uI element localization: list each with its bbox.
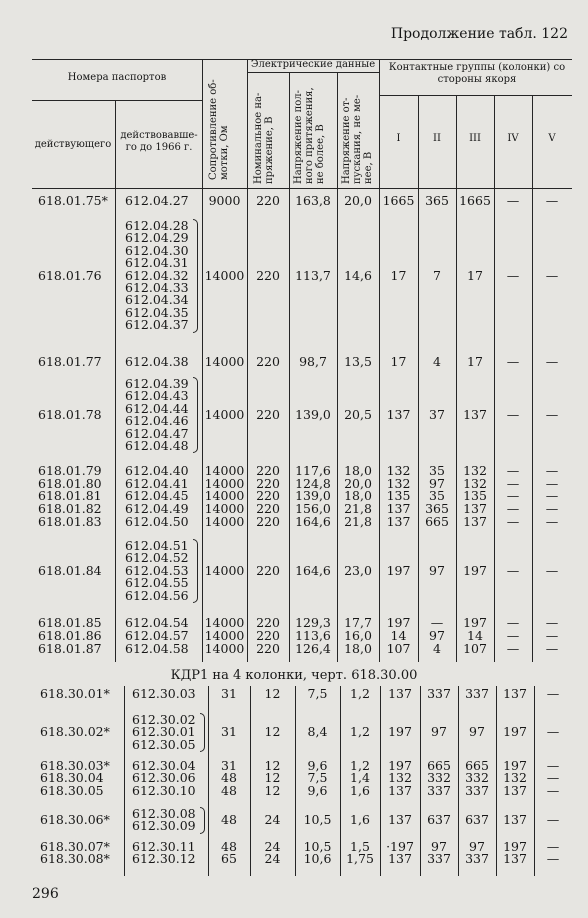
pickup-voltage-cell: 156,0 [295, 501, 331, 516]
contact-group-cell: 1665 [382, 193, 415, 208]
contact-group-cell: 132 [388, 770, 412, 785]
contact-group-cell: — [506, 463, 520, 478]
old-passport-number: 612.04.29 [125, 230, 189, 246]
current-passport-number: 618.01.81 [38, 488, 102, 503]
nominal-voltage-cell: 220 [256, 514, 280, 529]
contact-group-cell: — [545, 641, 559, 656]
pickup-voltage-cell: 117,6 [295, 463, 331, 478]
old-passport-number: 612.04.35 [125, 304, 189, 320]
current-passport-number: 618.30.02* [40, 724, 110, 740]
nominal-voltage-cell: 220 [256, 562, 280, 578]
nominal-voltage-cell: 220 [256, 193, 280, 208]
current-passport-number: 618.30.01* [40, 686, 110, 701]
old-passport-number: 612.04.58 [125, 641, 189, 656]
nominal-voltage-cell: 12 [264, 770, 281, 785]
current-passport-number: 618.30.05 [40, 783, 104, 798]
coil-resistance-cell: 14000 [204, 476, 245, 491]
release-voltage-cell: 1,2 [350, 758, 370, 773]
current-passport-number: 618.01.85 [38, 615, 102, 630]
contact-group-cell: — [545, 562, 559, 578]
coil-resistance-cell: 48 [221, 770, 237, 785]
contact-group-cell: 197 [386, 562, 411, 578]
nominal-voltage-cell: 220 [256, 476, 280, 491]
old-passport-number: 612.04.47 [125, 425, 189, 441]
old-passport-number: 612.04.57 [125, 628, 189, 643]
contact-group-cell: — [506, 514, 520, 529]
current-passport-number: 618.01.75* [38, 193, 108, 208]
current-passport-number: 618.01.82 [38, 501, 102, 516]
nominal-voltage-cell: 12 [264, 758, 281, 773]
contact-group-cell: 365 [425, 193, 449, 208]
old-passport-number: 612.04.31 [125, 255, 189, 271]
nominal-voltage-cell: 220 [256, 501, 280, 516]
current-passport-number: 618.01.77 [38, 354, 102, 369]
old-passport-number: 612.30.12 [132, 851, 196, 866]
contact-group-cell: 365 [425, 501, 449, 516]
contact-group-cell: — [546, 686, 560, 701]
release-voltage-cell: 21,8 [344, 501, 372, 516]
contact-group-cell: 137 [388, 686, 412, 701]
header-coil-resistance: Сопротивление об-мотки, Ом [208, 79, 230, 180]
old-passport-number: 612.30.05 [132, 736, 196, 752]
pickup-voltage-cell: 98,7 [299, 354, 327, 369]
pickup-voltage-cell: 9,6 [307, 783, 328, 798]
pickup-voltage-cell: 164,6 [295, 514, 331, 529]
old-passport-number: 612.30.10 [132, 783, 196, 798]
contact-group-cell: 665 [425, 514, 449, 529]
header-valid-until: действовавше-го до 1966 г. [120, 130, 198, 153]
coil-resistance-cell: 14000 [204, 641, 245, 656]
old-passport-number: 612.04.48 [125, 438, 189, 453]
contact-group-cell: 97 [429, 476, 445, 491]
contact-group-cell: 337 [427, 686, 451, 701]
coil-resistance-cell: 48 [221, 839, 237, 854]
nominal-voltage-cell: 220 [256, 267, 280, 283]
pickup-voltage-cell: 10,5 [303, 812, 332, 828]
contact-group-cell: 135 [386, 488, 411, 503]
contact-group-cell: 7 [433, 267, 441, 283]
contact-group-cell: 4 [433, 641, 441, 656]
contact-group-cell: 137 [388, 812, 412, 828]
contact-group-cell: — [506, 354, 520, 369]
contact-group-cell: 17 [467, 354, 483, 369]
pickup-voltage-cell: 10,5 [303, 839, 332, 854]
brace [200, 713, 205, 752]
old-passport-number: 612.30.09 [132, 818, 196, 834]
nominal-voltage-cell: 220 [256, 628, 280, 643]
contact-group-cell: 137 [503, 783, 527, 798]
contact-group-cell: — [545, 488, 559, 503]
pickup-voltage-cell: 113,7 [295, 267, 331, 283]
old-passport-number: 612.04.30 [125, 242, 189, 258]
contact-group-cell: 37 [429, 407, 445, 422]
contact-group-cell: 97 [469, 839, 485, 854]
contact-group-cell: — [545, 463, 559, 478]
release-voltage-cell: 16,0 [344, 628, 372, 643]
contact-group-cell: — [545, 267, 559, 283]
old-passport-number: 612.04.44 [125, 400, 189, 416]
release-voltage-cell: 1,5 [350, 839, 370, 854]
contact-group-cell: 337 [465, 783, 489, 798]
coil-resistance-cell: 14000 [204, 615, 245, 630]
contact-group-cell: — [506, 628, 520, 643]
header-pickup-voltage: Напряжение пол-ного притяжения, не более, В [293, 87, 326, 184]
current-passport-number: 618.30.07* [40, 839, 110, 854]
coil-resistance-cell: 14000 [204, 562, 245, 578]
old-passport-number: 612.04.38 [125, 354, 189, 369]
contact-group-cell: — [506, 193, 520, 208]
contact-group-cell: 1665 [459, 193, 491, 208]
coil-resistance-cell: 14000 [204, 628, 245, 643]
contact-group-cell: — [545, 407, 559, 422]
contact-group-cell: 337 [427, 851, 451, 866]
contact-group-cell: 197 [503, 724, 527, 740]
old-passport-number: 612.30.03 [132, 686, 196, 701]
coil-resistance-cell: 14000 [204, 267, 245, 283]
pickup-voltage-cell: 7,5 [307, 770, 328, 785]
pickup-voltage-cell: 124,8 [295, 476, 331, 491]
contact-group-cell: 337 [465, 686, 489, 701]
old-passport-number: 612.30.08 [132, 806, 196, 821]
nominal-voltage-cell: 220 [256, 407, 280, 422]
old-passport-number: 612.30.02 [132, 712, 196, 727]
contact-group-cell: — [545, 476, 559, 491]
column-rule [115, 100, 116, 662]
header-current: действующего [34, 139, 112, 150]
coil-resistance-cell: 31 [221, 758, 237, 773]
pickup-voltage-cell: 129,3 [295, 615, 331, 630]
old-passport-number: 612.04.56 [125, 587, 189, 603]
contact-group-cell: — [546, 724, 560, 740]
contact-group-cell: 332 [427, 770, 451, 785]
old-passport-number: 612.04.43 [125, 388, 189, 404]
release-voltage-cell: 1,6 [350, 783, 370, 798]
current-passport-number: 618.01.80 [38, 476, 102, 491]
current-passport-number: 618.01.86 [38, 628, 102, 643]
contact-group-cell: 17 [467, 267, 483, 283]
contact-group-cell: — [506, 488, 520, 503]
contact-group-cell: 137 [388, 783, 412, 798]
coil-resistance-cell: 14000 [204, 488, 245, 503]
nominal-voltage-cell: 12 [264, 724, 281, 740]
coil-resistance-cell: 48 [221, 812, 237, 828]
contact-group-cell: 665 [427, 758, 451, 773]
pickup-voltage-cell: 164,6 [295, 562, 331, 578]
contact-group-cell: — [545, 501, 559, 516]
current-passport-number: 618.01.87 [38, 641, 102, 656]
release-voltage-cell: 23,0 [344, 562, 372, 578]
header-release-voltage: Напряжение от-пускания, не ме-нее, В [341, 94, 374, 184]
old-passport-number: 612.04.46 [125, 413, 189, 429]
contact-group-cell: 107 [463, 641, 487, 656]
contact-group-cell: 97 [431, 839, 447, 854]
contact-group-cell: 197 [388, 724, 412, 740]
contact-group-cell: 637 [427, 812, 451, 828]
current-passport-number: 618.01.78 [38, 407, 102, 422]
contact-group-cell: — [506, 562, 520, 578]
nominal-voltage-cell: 220 [256, 488, 280, 503]
contact-group-cell: 137 [503, 686, 527, 701]
contact-group-cell: — [506, 407, 520, 422]
contact-group-cell: 137 [503, 812, 527, 828]
release-voltage-cell: 18,0 [344, 488, 372, 503]
contact-group-cell: 137 [463, 514, 487, 529]
contact-group-cell: — [546, 758, 560, 773]
contact-group-cell: 97 [429, 562, 445, 578]
contact-group-cell: 137 [463, 501, 487, 516]
old-passport-number: 612.30.11 [132, 839, 196, 854]
nominal-voltage-cell: 12 [264, 783, 281, 798]
brace [193, 219, 198, 333]
contact-group-cell: 137 [463, 407, 487, 422]
contact-group-cell: 135 [463, 488, 487, 503]
release-voltage-cell: 1,2 [350, 686, 370, 701]
current-passport-number: 618.30.03* [40, 758, 110, 773]
old-passport-number: 612.04.49 [125, 501, 189, 516]
table-continuation-label: Продолжение табл. 122 [390, 26, 568, 42]
contact-group-cell: 97 [469, 724, 485, 740]
contact-group-cell: — [506, 641, 520, 656]
pickup-voltage-cell: 163,8 [295, 193, 331, 208]
release-voltage-cell: 14,6 [344, 267, 372, 283]
contact-group-cell: — [546, 783, 560, 798]
header-group-1: I [396, 133, 401, 144]
old-passport-number: 612.04.40 [125, 463, 189, 478]
old-passport-number: 612.04.41 [125, 476, 189, 491]
header-passport-numbers: Номера паспортов [67, 72, 167, 83]
nominal-voltage-cell: 24 [264, 839, 281, 854]
contact-group-cell: 197 [463, 562, 487, 578]
coil-resistance-cell: 9000 [208, 193, 241, 208]
contact-group-cell: 137 [388, 851, 412, 866]
contact-group-cell: — [546, 770, 560, 785]
contact-group-cell: 137 [386, 501, 411, 516]
contact-group-cell: — [506, 615, 520, 630]
contact-group-cell: 107 [386, 641, 411, 656]
contact-group-cell: — [545, 615, 559, 630]
contact-group-cell: — [545, 193, 559, 208]
old-passport-number: 612.04.28 [125, 218, 189, 233]
pickup-voltage-cell: 126,4 [295, 641, 331, 656]
current-passport-number: 618.01.83 [38, 514, 102, 529]
coil-resistance-cell: 65 [221, 851, 237, 866]
contact-group-cell: 137 [386, 407, 411, 422]
nominal-voltage-cell: 24 [264, 812, 281, 828]
contact-group-cell: 14 [467, 628, 483, 643]
contact-group-cell: ·197 [386, 839, 414, 854]
header-contact-groups: Контактные группы (колонки) со стороны якоря [388, 62, 566, 85]
nominal-voltage-cell: 220 [256, 463, 280, 478]
current-passport-number: 618.30.06* [40, 812, 110, 828]
release-voltage-cell: 20,0 [344, 193, 372, 208]
release-voltage-cell: 21,8 [344, 514, 372, 529]
old-passport-number: 612.04.53 [125, 562, 189, 578]
old-passport-number: 612.04.51 [125, 538, 189, 553]
nominal-voltage-cell: 220 [256, 354, 280, 369]
brace [193, 539, 198, 603]
contact-group-cell: 665 [465, 758, 489, 773]
old-passport-number: 612.30.01 [132, 724, 196, 740]
coil-resistance-cell: 31 [221, 686, 237, 701]
header-group-4: IV [507, 133, 519, 144]
contact-group-cell: — [430, 615, 444, 630]
release-voltage-cell: 17,7 [344, 615, 372, 630]
current-passport-number: 618.01.79 [38, 463, 102, 478]
coil-resistance-cell: 14000 [204, 354, 245, 369]
contact-group-cell: — [545, 514, 559, 529]
old-passport-number: 612.04.50 [125, 514, 189, 529]
header-group-2: II [433, 133, 441, 144]
current-passport-number: 618.01.76 [38, 267, 102, 283]
pickup-voltage-cell: 9,6 [307, 758, 328, 773]
contact-group-cell: 332 [465, 770, 489, 785]
nominal-voltage-cell: 12 [264, 686, 281, 701]
brace [200, 807, 205, 834]
contact-group-cell: 637 [465, 812, 489, 828]
current-passport-number: 618.30.08* [40, 851, 110, 866]
coil-resistance-cell: 14000 [204, 501, 245, 516]
coil-resistance-cell: 31 [221, 724, 237, 740]
contact-group-cell: 197 [463, 615, 487, 630]
contact-group-cell: — [546, 812, 560, 828]
contact-group-cell: 132 [463, 476, 487, 491]
release-voltage-cell: 1,6 [350, 812, 370, 828]
old-passport-number: 612.04.34 [125, 292, 189, 308]
pickup-voltage-cell: 139,0 [295, 407, 331, 422]
old-passport-number: 612.04.37 [125, 317, 189, 333]
coil-resistance-cell: 48 [221, 783, 237, 798]
contact-group-cell: 17 [390, 267, 407, 283]
pickup-voltage-cell: 139,0 [295, 488, 331, 503]
contact-group-cell: 132 [386, 463, 411, 478]
old-passport-number: 612.30.04 [132, 758, 196, 773]
release-voltage-cell: 1,75 [346, 851, 374, 866]
current-passport-number: 618.30.04 [40, 770, 104, 785]
release-voltage-cell: 18,0 [344, 641, 372, 656]
contact-group-cell: 197 [388, 758, 412, 773]
release-voltage-cell: 1,2 [350, 724, 370, 740]
contact-group-cell: 97 [431, 724, 447, 740]
contact-group-cell: 35 [429, 488, 445, 503]
contact-group-cell: 132 [463, 463, 487, 478]
pickup-voltage-cell: 7,5 [307, 686, 328, 701]
nominal-voltage-cell: 24 [264, 851, 281, 866]
brace [193, 377, 198, 453]
page-number: 296 [32, 886, 59, 902]
section-title: КДР1 на 4 колонки, черт. 618.30.00 [170, 668, 418, 683]
old-passport-number: 612.04.54 [125, 615, 189, 630]
release-voltage-cell: 18,0 [344, 463, 372, 478]
contact-group-cell: 197 [503, 758, 527, 773]
contact-group-cell: 132 [503, 770, 527, 785]
contact-group-cell: — [546, 851, 560, 866]
contact-group-cell: 137 [503, 851, 527, 866]
header-group-3: III [469, 133, 481, 144]
old-passport-number: 612.04.39 [125, 376, 189, 391]
header-electrical-data: Электрические данные [250, 59, 376, 70]
contact-group-cell: 4 [433, 354, 441, 369]
contact-group-cell: 197 [386, 615, 411, 630]
old-passport-number: 612.04.32 [125, 267, 189, 283]
coil-resistance-cell: 14000 [204, 514, 245, 529]
pickup-voltage-cell: 113,6 [295, 628, 331, 643]
contact-group-cell: — [506, 501, 520, 516]
pickup-voltage-cell: 10,6 [303, 851, 332, 866]
release-voltage-cell: 13,5 [344, 354, 372, 369]
header-group-5: V [548, 133, 556, 144]
coil-resistance-cell: 14000 [204, 407, 245, 422]
current-passport-number: 618.01.84 [38, 562, 102, 578]
contact-group-cell: 137 [386, 514, 411, 529]
contact-group-cell: — [545, 628, 559, 643]
coil-resistance-cell: 14000 [204, 463, 245, 478]
release-voltage-cell: 1,4 [350, 770, 370, 785]
contact-group-cell: — [545, 354, 559, 369]
nominal-voltage-cell: 220 [256, 615, 280, 630]
header-bottom-rule [32, 188, 572, 189]
contact-group-cell: 14 [390, 628, 407, 643]
release-voltage-cell: 20,5 [344, 407, 372, 422]
release-voltage-cell: 20,0 [344, 476, 372, 491]
contact-group-cell: 132 [386, 476, 411, 491]
contact-group-cell: — [546, 839, 560, 854]
pickup-voltage-cell: 8,4 [307, 724, 328, 740]
old-passport-number: 612.04.52 [125, 550, 189, 566]
old-passport-number: 612.04.55 [125, 575, 189, 591]
old-passport-number: 612.04.45 [125, 488, 189, 503]
nominal-voltage-cell: 220 [256, 641, 280, 656]
contact-group-cell: 337 [427, 783, 451, 798]
contact-group-cell: 337 [465, 851, 489, 866]
header-nominal-voltage: Номинальное на-пряжение, В [253, 92, 275, 184]
contact-group-cell: 35 [429, 463, 445, 478]
contact-group-cell: — [506, 476, 520, 491]
contact-group-cell: — [506, 267, 520, 283]
contact-group-cell: 197 [503, 839, 527, 854]
contact-group-cell: 17 [390, 354, 407, 369]
old-passport-number: 612.30.06 [132, 770, 196, 785]
old-passport-number: 612.04.33 [125, 280, 189, 295]
contact-group-cell: 97 [429, 628, 445, 643]
old-passport-number: 612.04.27 [125, 193, 189, 208]
